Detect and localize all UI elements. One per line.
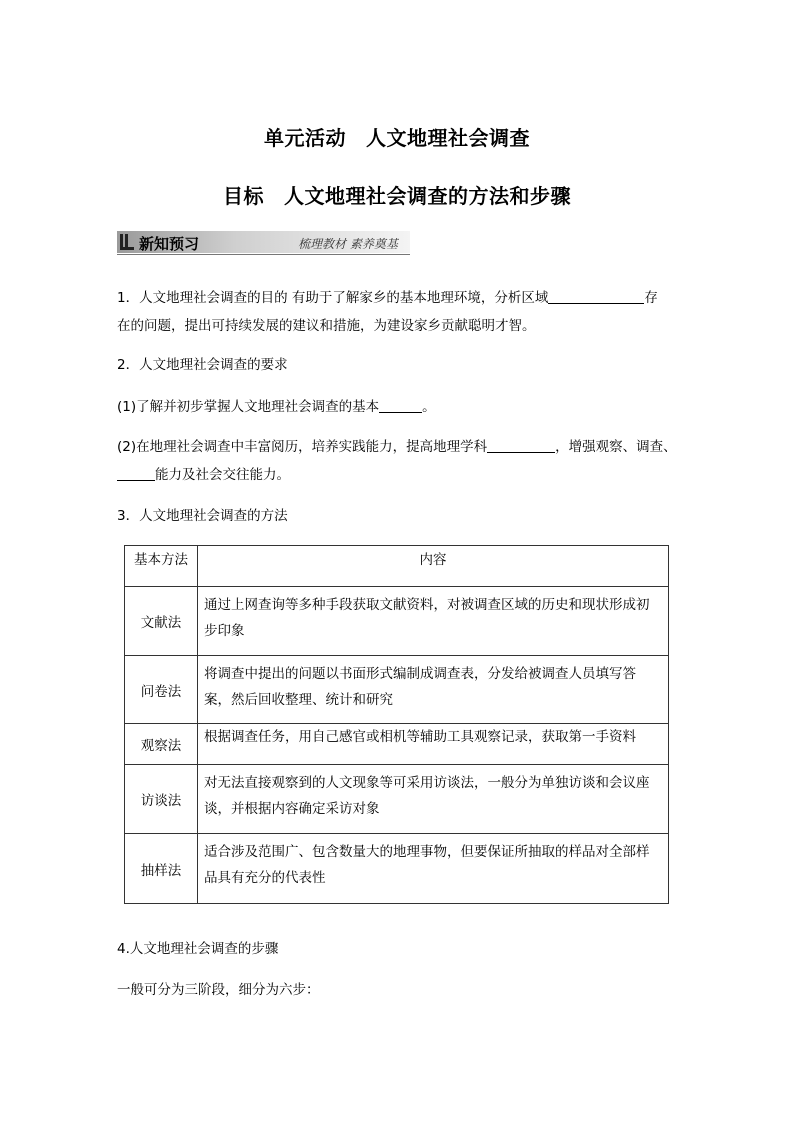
- section-2-item-2-line-1: (2)在地理社会调查中丰富阅历，培养实践能力，提高地理学科 ，增强观察、调查、: [117, 439, 677, 455]
- fill-blank[interactable]: [548, 289, 644, 304]
- method-name: 问卷法: [125, 656, 198, 724]
- table-row: [125, 724, 669, 765]
- banner-label: 新知预习: [139, 235, 200, 253]
- methods-table: [124, 545, 669, 904]
- section-1-text-end: 在的问题，提出可持续发展的建议和措施，为建设家乡贡献聪明才智。: [117, 318, 536, 334]
- section-4-heading: 4.人文地理社会调查的步骤: [117, 941, 279, 957]
- fill-blank[interactable]: [487, 438, 555, 453]
- section-1-text: 1．人文地理社会调查的目的 有助于了解家乡的基本地理环境，分析区域: [117, 290, 549, 306]
- method-content: 将调查中提出的问题以书面形式编制成调查表，分发给被调查人员填写答案，然后回收整理、统计和研究: [198, 656, 669, 724]
- page-title: [0, 122, 794, 151]
- section-1-line-1: [117, 284, 677, 312]
- table-row: [125, 834, 669, 904]
- table-row: [125, 587, 669, 656]
- method-content: 通过上网查询等多种手段获取文献资料，对被调查区域的历史和现状形成初步印象: [198, 587, 669, 656]
- method-name: 观察法: [125, 724, 198, 765]
- page-subtitle: [0, 180, 794, 209]
- section-2-item-1: (1)了解并初步掌握人文地理社会调查的基本 。: [117, 399, 436, 415]
- page-subtitle-part1: 目标: [223, 184, 264, 208]
- section-2-item-2-line-2: 能力及社会交往能力。: [117, 461, 677, 489]
- fill-blank[interactable]: [379, 398, 422, 413]
- page-title-part1: 单元活动: [264, 126, 346, 150]
- section-2-heading: 2．人文地理社会调查的要求: [117, 357, 288, 373]
- method-content: 适合涉及范围广、包含数量大的地理事物，但要保证所抽取的样品对全部样品具有充分的代表性: [198, 834, 669, 904]
- table-row: [125, 656, 669, 724]
- method-content: 对无法直接观察到的人文现象等可采用访谈法，一般分为单独访谈和会议座谈，并根据内容确定采访对象: [198, 765, 669, 834]
- section-1-text-cont: 存: [644, 290, 658, 306]
- method-name: 文献法: [125, 587, 198, 656]
- banner-subtitle: 梳理教材 素养奠基: [298, 237, 398, 251]
- page-title-part2: 人文地理社会调查: [366, 126, 530, 150]
- page-subtitle-part2: 人文地理社会调查的方法和步骤: [284, 184, 571, 208]
- table-header-row: [125, 546, 669, 587]
- table-header-content: 内容: [198, 546, 669, 587]
- method-content: 根据调查任务，用自己感官或相机等辅助工具观察记录，获取第一手资料: [198, 724, 669, 765]
- section-1-line-2: [117, 312, 677, 340]
- table-row: [125, 765, 669, 834]
- fill-blank[interactable]: [117, 466, 155, 481]
- section-banner: [117, 231, 410, 255]
- book-mark-icon: [120, 234, 134, 250]
- method-name: 抽样法: [125, 834, 198, 904]
- banner-divider: [117, 254, 410, 255]
- method-name: 访谈法: [125, 765, 198, 834]
- section-3-heading: 3．人文地理社会调查的方法: [117, 508, 288, 524]
- section-4-text: 一般可分为三阶段，细分为六步：: [117, 982, 320, 998]
- table-header-method: 基本方法: [125, 546, 198, 587]
